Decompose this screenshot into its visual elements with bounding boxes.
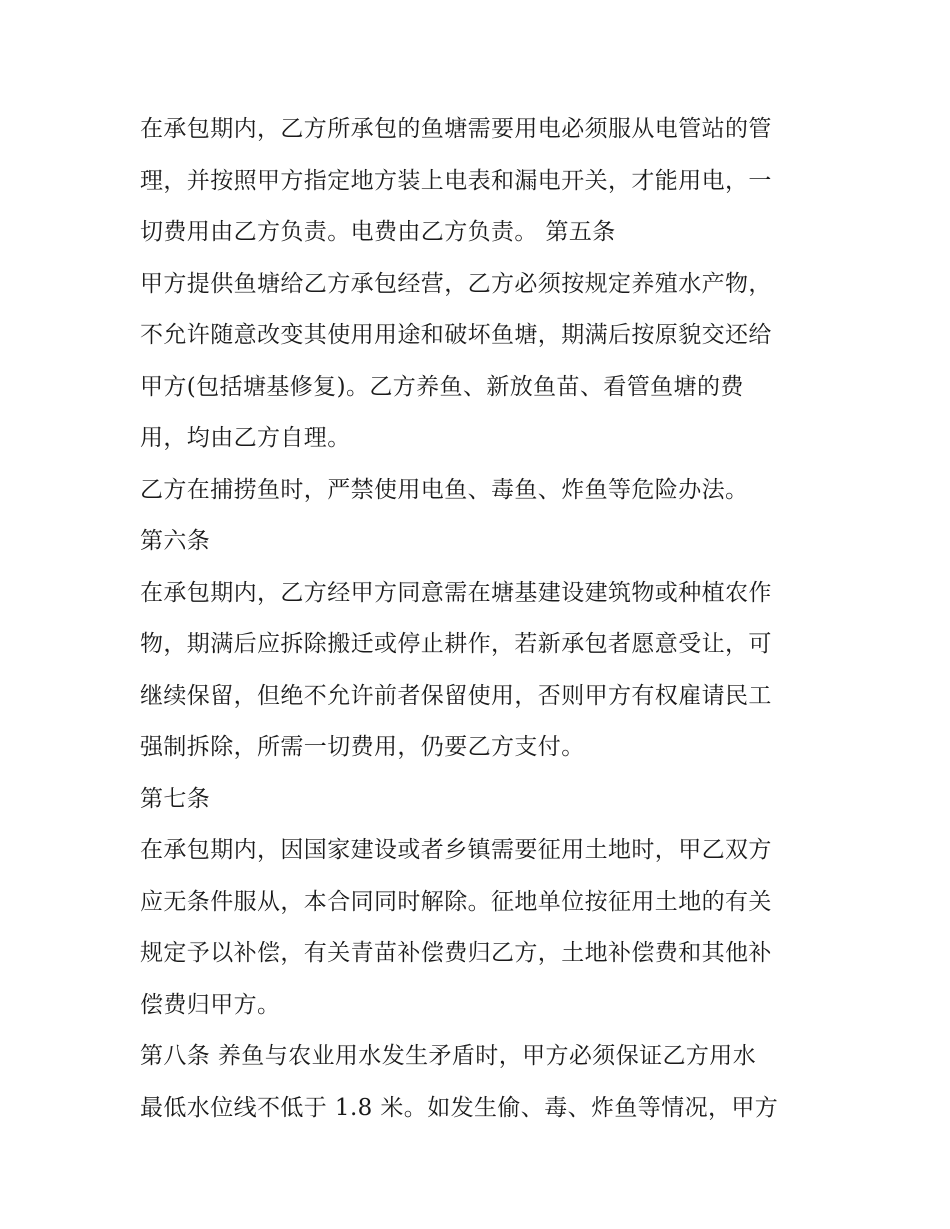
text-line: 切费用由乙方负责。电费由乙方负责。 第五条 — [140, 219, 616, 245]
text-line: 最低水位线不低于 1.8 米。如发生偷、毒、炸鱼等情况，甲方 — [140, 1094, 779, 1121]
text-line: 理，并按照甲方指定地方装上电表和漏电开关，才能用电，一 — [140, 167, 772, 194]
text-line: 甲方提供鱼塘给乙方承包经营，乙方必须按规定养殖水产物， — [140, 270, 772, 297]
text-line: 在承包期内，因国家建设或者乡镇需要征用土地时，甲乙双方 — [140, 837, 772, 863]
text-line: 乙方在捕捞鱼时，严禁使用电鱼、毒鱼、炸鱼等危险办法。 — [140, 476, 749, 503]
text-line: 在承包期内，乙方所承包的鱼塘需要用电必须服从电管站的管 — [140, 116, 772, 142]
text-line: 甲方(包括塘基修复)。乙方养鱼、新放鱼苗、看管鱼塘的费 — [140, 373, 744, 400]
text-line: 规定予以补偿，有关青苗补偿费归乙方，土地补偿费和其他补 — [140, 940, 772, 966]
text-line: 物，期满后应拆除搬迁或停止耕作，若新承包者愿意受让，可 — [140, 631, 772, 657]
text-line: 应无条件服从，本合同同时解除。征地单位按征用土地的有关 — [140, 888, 772, 915]
text-line: 不允许随意改变其使用用途和破坏鱼塘，期满后按原貌交还给 — [140, 322, 772, 348]
article-heading-7: 第七条 — [140, 785, 211, 812]
article-heading-6: 第六条 — [140, 528, 211, 554]
text-line: 继续保留，但绝不允许前者保留使用，否则甲方有权雇请民工 — [140, 682, 772, 709]
text-line: 在承包期内，乙方经甲方同意需在塘基建设建筑物或种植农作 — [140, 579, 772, 606]
text-line: 强制拆除，所需一切费用，仍要乙方支付。 — [140, 734, 585, 760]
text-line: 偿费归甲方。 — [140, 991, 281, 1018]
contract-text-body — [140, 107, 820, 1137]
text-line: 第八条 养鱼与农业用水发生矛盾时，甲方必须保证乙方用水 — [140, 1043, 757, 1069]
text-line: 用，均由乙方自理。 — [140, 425, 351, 451]
